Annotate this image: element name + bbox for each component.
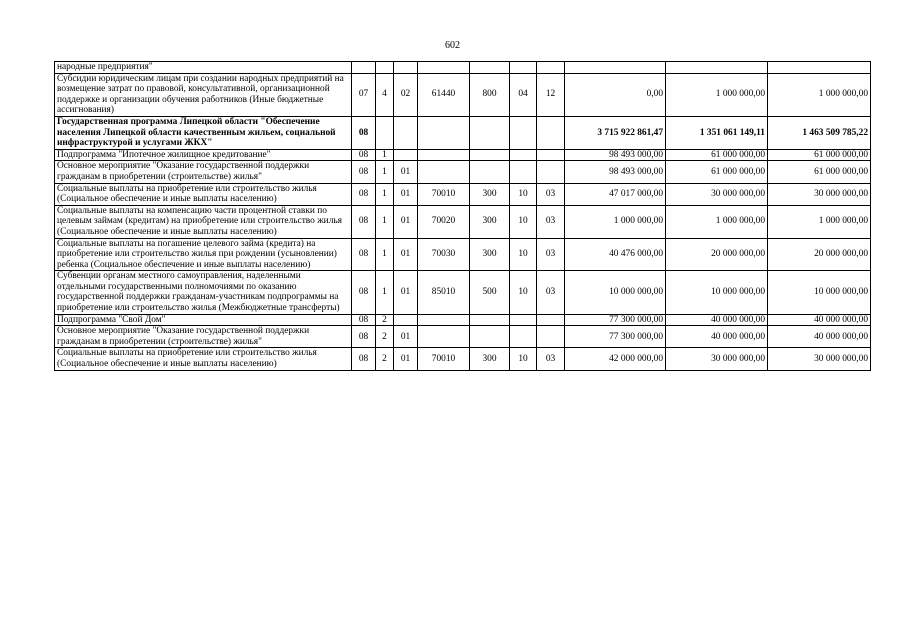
amount-year2-cell: 30 000 000,00 bbox=[666, 348, 768, 370]
direction-code-cell bbox=[418, 62, 470, 74]
expense-type-cell: 800 bbox=[470, 73, 510, 116]
subsection-code-cell bbox=[537, 314, 565, 326]
amount-year1-cell: 47 017 000,00 bbox=[565, 183, 666, 205]
subprogram-code-cell: 2 bbox=[376, 314, 394, 326]
section-code-cell: 10 bbox=[510, 205, 537, 238]
program-code-cell: 08 bbox=[352, 116, 376, 149]
section-code-cell: 10 bbox=[510, 271, 537, 314]
activity-code-cell: 02 bbox=[394, 73, 418, 116]
activity-code-cell bbox=[394, 62, 418, 74]
amount-year2-cell: 30 000 000,00 bbox=[666, 183, 768, 205]
program-code-cell: 07 bbox=[352, 73, 376, 116]
subprogram-code-cell bbox=[376, 116, 394, 149]
subsection-code-cell bbox=[537, 62, 565, 74]
subsection-code-cell: 03 bbox=[537, 271, 565, 314]
expense-type-cell: 300 bbox=[470, 183, 510, 205]
section-code-cell: 04 bbox=[510, 73, 537, 116]
amount-year2-cell bbox=[666, 62, 768, 74]
subprogram-code-cell: 1 bbox=[376, 183, 394, 205]
subsection-code-cell bbox=[537, 161, 565, 183]
activity-code-cell bbox=[394, 116, 418, 149]
program-code-cell bbox=[352, 62, 376, 74]
activity-code-cell: 01 bbox=[394, 238, 418, 271]
amount-year2-cell: 61 000 000,00 bbox=[666, 161, 768, 183]
table-row bbox=[55, 326, 871, 348]
program-code-cell: 08 bbox=[352, 149, 376, 161]
row-name-cell: Субсидии юридическим лицам при создании народных предприятий на возмещение затрат по правовой, консультативной, организационной поддержке и организации обучения работников (Иные бюджетные ассигнования) bbox=[55, 73, 352, 116]
section-code-cell bbox=[510, 116, 537, 149]
activity-code-cell: 01 bbox=[394, 205, 418, 238]
row-name-cell: Основное мероприятие "Оказание государственной поддержки гражданам в приобретении (строительстве) жилья" bbox=[55, 326, 352, 348]
direction-code-cell bbox=[418, 116, 470, 149]
section-code-cell bbox=[510, 314, 537, 326]
amount-year1-cell: 0,00 bbox=[565, 73, 666, 116]
program-code-cell: 08 bbox=[352, 161, 376, 183]
table-row bbox=[55, 73, 871, 116]
direction-code-cell bbox=[418, 314, 470, 326]
program-code-cell: 08 bbox=[352, 205, 376, 238]
program-code-cell: 08 bbox=[352, 348, 376, 370]
expense-type-cell bbox=[470, 314, 510, 326]
amount-year1-cell: 1 000 000,00 bbox=[565, 205, 666, 238]
table-row bbox=[55, 314, 871, 326]
activity-code-cell: 01 bbox=[394, 161, 418, 183]
expense-type-cell bbox=[470, 149, 510, 161]
amount-year3-cell: 30 000 000,00 bbox=[768, 348, 871, 370]
expense-type-cell: 300 bbox=[470, 238, 510, 271]
amount-year3-cell: 20 000 000,00 bbox=[768, 238, 871, 271]
row-name-cell: Социальные выплаты на приобретение или строительство жилья (Социальное обеспечение и иные выплаты населению) bbox=[55, 348, 352, 370]
subprogram-code-cell bbox=[376, 62, 394, 74]
table-row bbox=[55, 271, 871, 314]
activity-code-cell: 01 bbox=[394, 183, 418, 205]
row-name-cell: Социальные выплаты на приобретение или строительство жилья (Социальное обеспечение и иные выплаты населению) bbox=[55, 183, 352, 205]
amount-year1-cell: 98 493 000,00 bbox=[565, 149, 666, 161]
section-code-cell: 10 bbox=[510, 183, 537, 205]
direction-code-cell: 61440 bbox=[418, 73, 470, 116]
table-row bbox=[55, 116, 871, 149]
direction-code-cell bbox=[418, 326, 470, 348]
expense-type-cell: 500 bbox=[470, 271, 510, 314]
amount-year1-cell bbox=[565, 62, 666, 74]
expense-type-cell bbox=[470, 161, 510, 183]
amount-year3-cell: 30 000 000,00 bbox=[768, 183, 871, 205]
amount-year1-cell: 77 300 000,00 bbox=[565, 314, 666, 326]
table-row bbox=[55, 348, 871, 370]
subprogram-code-cell: 1 bbox=[376, 149, 394, 161]
section-code-cell bbox=[510, 149, 537, 161]
activity-code-cell bbox=[394, 314, 418, 326]
program-code-cell: 08 bbox=[352, 314, 376, 326]
page-number: 602 bbox=[445, 40, 460, 51]
subsection-code-cell: 03 bbox=[537, 348, 565, 370]
program-code-cell: 08 bbox=[352, 238, 376, 271]
amount-year2-cell: 40 000 000,00 bbox=[666, 314, 768, 326]
subsection-code-cell: 03 bbox=[537, 205, 565, 238]
subprogram-code-cell: 2 bbox=[376, 326, 394, 348]
direction-code-cell: 70010 bbox=[418, 183, 470, 205]
expense-type-cell: 300 bbox=[470, 205, 510, 238]
direction-code-cell: 70010 bbox=[418, 348, 470, 370]
section-code-cell: 10 bbox=[510, 238, 537, 271]
amount-year2-cell: 1 351 061 149,11 bbox=[666, 116, 768, 149]
row-name-cell: Социальные выплаты на компенсацию части процентной ставки по целевым займам (кредитам) на приобретение или строительство жилья (Социальное обеспечение и иные выплаты населению) bbox=[55, 205, 352, 238]
amount-year2-cell: 10 000 000,00 bbox=[666, 271, 768, 314]
subprogram-code-cell: 2 bbox=[376, 348, 394, 370]
activity-code-cell: 01 bbox=[394, 326, 418, 348]
amount-year3-cell: 61 000 000,00 bbox=[768, 149, 871, 161]
table-row bbox=[55, 183, 871, 205]
row-name-cell: народные предприятия" bbox=[55, 62, 352, 74]
amount-year1-cell: 3 715 922 861,47 bbox=[565, 116, 666, 149]
activity-code-cell: 01 bbox=[394, 271, 418, 314]
row-name-cell: Социальные выплаты на погашение целевого займа (кредита) на приобретение или строительство жилья при рождении (усыновлении) ребенка (Социальное обеспечение и иные выплаты населению) bbox=[55, 238, 352, 271]
subsection-code-cell: 12 bbox=[537, 73, 565, 116]
amount-year2-cell: 1 000 000,00 bbox=[666, 73, 768, 116]
section-code-cell: 10 bbox=[510, 348, 537, 370]
subsection-code-cell: 03 bbox=[537, 183, 565, 205]
amount-year2-cell: 1 000 000,00 bbox=[666, 205, 768, 238]
table-row bbox=[55, 161, 871, 183]
expense-type-cell bbox=[470, 116, 510, 149]
table-row bbox=[55, 205, 871, 238]
expense-type-cell bbox=[470, 62, 510, 74]
direction-code-cell bbox=[418, 149, 470, 161]
program-code-cell: 08 bbox=[352, 326, 376, 348]
amount-year1-cell: 40 476 000,00 bbox=[565, 238, 666, 271]
section-code-cell bbox=[510, 326, 537, 348]
subprogram-code-cell: 1 bbox=[376, 238, 394, 271]
activity-code-cell: 01 bbox=[394, 348, 418, 370]
subprogram-code-cell: 4 bbox=[376, 73, 394, 116]
activity-code-cell bbox=[394, 149, 418, 161]
direction-code-cell bbox=[418, 161, 470, 183]
table-row bbox=[55, 238, 871, 271]
subsection-code-cell bbox=[537, 149, 565, 161]
table-body bbox=[55, 62, 871, 371]
amount-year1-cell: 77 300 000,00 bbox=[565, 326, 666, 348]
amount-year1-cell: 98 493 000,00 bbox=[565, 161, 666, 183]
row-name-cell: Субвенции органам местного самоуправления, наделенными отдельными государственными полномочиями по оказанию государственной поддержки гражданам-участникам подпрограммы на приобретение или строительство жилья (Межбюджетные трансферты) bbox=[55, 271, 352, 314]
subsection-code-cell bbox=[537, 326, 565, 348]
section-code-cell bbox=[510, 161, 537, 183]
direction-code-cell: 70020 bbox=[418, 205, 470, 238]
amount-year3-cell: 40 000 000,00 bbox=[768, 314, 871, 326]
subsection-code-cell bbox=[537, 116, 565, 149]
row-name-cell: Государственная программа Липецкой области "Обеспечение населения Липецкой области качественным жильем, социальной инфраструктурой и услугами ЖКХ" bbox=[55, 116, 352, 149]
amount-year2-cell: 61 000 000,00 bbox=[666, 149, 768, 161]
expense-type-cell bbox=[470, 326, 510, 348]
amount-year2-cell: 40 000 000,00 bbox=[666, 326, 768, 348]
row-name-cell: Подпрограмма "Ипотечное жилищное кредитование" bbox=[55, 149, 352, 161]
amount-year3-cell: 1 000 000,00 bbox=[768, 205, 871, 238]
subsection-code-cell: 03 bbox=[537, 238, 565, 271]
program-code-cell: 08 bbox=[352, 271, 376, 314]
table-row bbox=[55, 149, 871, 161]
program-code-cell: 08 bbox=[352, 183, 376, 205]
amount-year3-cell: 61 000 000,00 bbox=[768, 161, 871, 183]
row-name-cell: Основное мероприятие "Оказание государственной поддержки гражданам в приобретении (строительстве) жилья" bbox=[55, 161, 352, 183]
subprogram-code-cell: 1 bbox=[376, 161, 394, 183]
amount-year3-cell: 40 000 000,00 bbox=[768, 326, 871, 348]
expense-type-cell: 300 bbox=[470, 348, 510, 370]
row-name-cell: Подпрограмма "Свой Дом" bbox=[55, 314, 352, 326]
amount-year3-cell bbox=[768, 62, 871, 74]
amount-year1-cell: 42 000 000,00 bbox=[565, 348, 666, 370]
budget-table bbox=[54, 61, 871, 371]
section-code-cell bbox=[510, 62, 537, 74]
subprogram-code-cell: 1 bbox=[376, 205, 394, 238]
subprogram-code-cell: 1 bbox=[376, 271, 394, 314]
amount-year2-cell: 20 000 000,00 bbox=[666, 238, 768, 271]
amount-year3-cell: 10 000 000,00 bbox=[768, 271, 871, 314]
direction-code-cell: 85010 bbox=[418, 271, 470, 314]
amount-year3-cell: 1 463 509 785,22 bbox=[768, 116, 871, 149]
amount-year1-cell: 10 000 000,00 bbox=[565, 271, 666, 314]
direction-code-cell: 70030 bbox=[418, 238, 470, 271]
table-row bbox=[55, 62, 871, 74]
amount-year3-cell: 1 000 000,00 bbox=[768, 73, 871, 116]
